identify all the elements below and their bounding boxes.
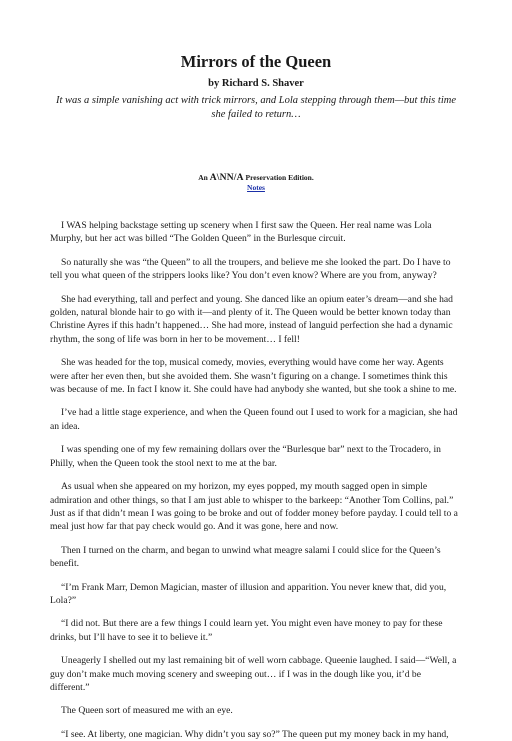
- paragraph: She was headed for the top, musical comedy, movies, everything would have come her way. Agents were after her even then, but she avoided them. She wasn’t figuring on a change. I sometimes think this was because of me. In fact I know it. She could have had anybody she wanted, but she took a shine to me.: [50, 357, 457, 396]
- story-subtitle: It was a simple vanishing act with trick mirrors, and Lola stepping through them—but this time she failed to return…: [56, 95, 456, 120]
- paragraph: “I see. At liberty, one magician. Why didn’t you say so?” The queen put my money back in my hand,: [61, 728, 449, 740]
- paragraph: I’ve had a little stage experience, and when the Queen found out I used to work for a magician, she had an idea.: [50, 407, 458, 432]
- story-body: [50, 219, 462, 741]
- paragraph: As usual when she appeared on my horizon, my eyes popped, my mouth sagged open in simple admiration and other things, so that I am just able to whisper to the barkeep: “Another Tom Collins, pal.” Just as if that didn’t mean I was going to be broke and out of fodder money before payday. I could tell to a meal just how far that pay check would go. And it was gone, here and now.: [50, 481, 458, 533]
- paragraph: She had everything, tall and perfect and young. She danced like an opium eater’s dream—and she had golden, natural blonde hair to go with it—and plenty of it. The Queen would be better known today than Christine Ayres if this hadn’t happened… She had more, instead of languid perfection she had a dynamic rhythm, the song of life was born in her to be movement… I fell!: [50, 293, 453, 345]
- paragraph: I was spending one of my few remaining dollars over the “Burlesque bar” next to the Trocadero, in Philly, when the Queen took the stool next to me at the bar.: [50, 444, 441, 469]
- paragraph: So naturally she was “the Queen” to all the troupers, and believe me she looked the part. Do I have to tell you what queen of the strippers looks like? You don’t even know? Where are you from, anyway?: [50, 256, 451, 282]
- anna-logo: A\NN/A: [209, 173, 244, 183]
- author-byline: by Richard S. Shaver: [208, 78, 304, 89]
- edition-prefix: An: [198, 173, 208, 182]
- paragraph: “I’m Frank Marr, Demon Magician, master of illusion and apparition. You never knew that, did you, Lola?”: [50, 581, 447, 606]
- paragraph: I WAS helping backstage setting up scenery when I first saw the Queen. Her real name was Lola Murphy, but her act was billed “The Golden Queen” in the Burlesque circuit.: [50, 220, 432, 245]
- paragraph: “I did not. But there are a few things I could learn yet. You might even have money to pay for these drinks, but I’ll have to see it to believe it.”: [50, 618, 443, 643]
- paragraph: The Queen sort of measured me with an eye.: [61, 705, 233, 717]
- edition-note: [50, 173, 462, 183]
- edition-suffix: Preservation Edition.: [245, 173, 314, 182]
- paragraph: Then I turned on the charm, and began to unwind what meagre salami I could slice for the Queen’s benefit.: [50, 544, 441, 570]
- story-title: Mirrors of the Queen: [180, 52, 332, 71]
- paragraph: Uneagerly I shelled out my last remaining bit of well worn cabbage. Queenie laughed. I said—“Well, a guy don’t make much moving scenery and sweeping out… if I was in the dough like you, it’d be different.”: [50, 655, 457, 693]
- notes-link[interactable]: Notes: [247, 183, 265, 192]
